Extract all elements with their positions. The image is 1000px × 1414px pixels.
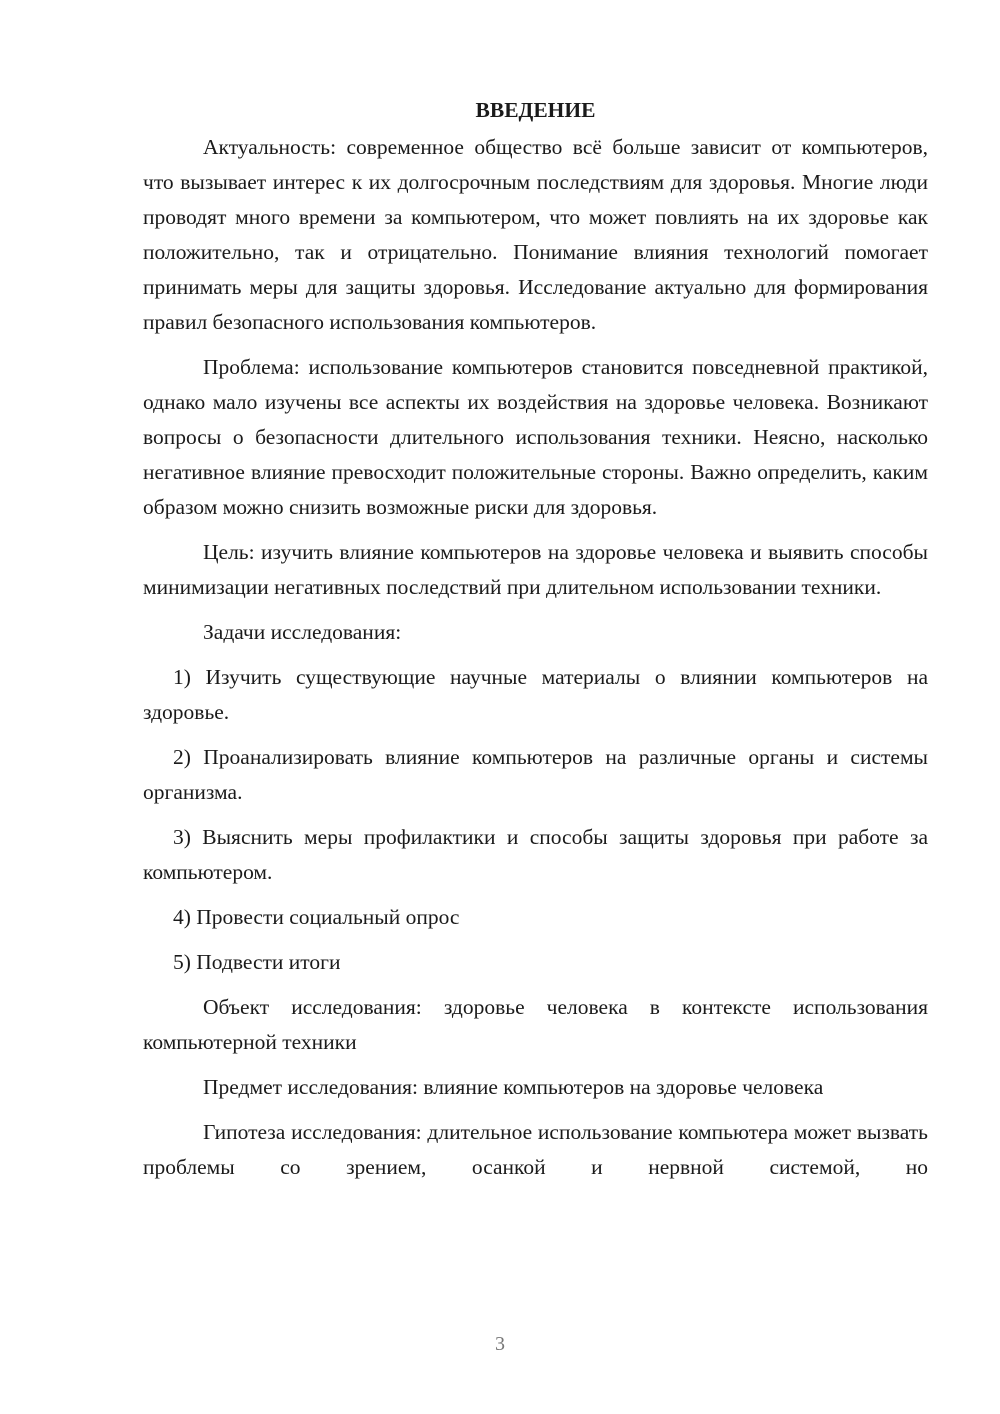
- tasks-heading: Задачи исследования:: [203, 620, 402, 644]
- task-item-4: 4) Провести социальный опрос: [173, 905, 460, 929]
- goal-paragraph: Цель: изучить влияние компьютеров на здоровье человека и выявить способы минимизации негативных последствий при длительном использовании техники.: [143, 540, 928, 599]
- hypothesis-paragraph: Гипотеза исследования: длительное использование компьютера может вызвать проблемы со зрением, осанкой и нервной системой, но: [143, 1120, 928, 1179]
- task-item-1: 1) Изучить существующие научные материалы о влиянии компьютеров на здоровье.: [143, 665, 928, 724]
- object-paragraph: Объект исследования: здоровье человека в контексте использования компьютерной техники: [143, 995, 928, 1054]
- task-item-2: 2) Проанализировать влияние компьютеров на различные органы и системы организма.: [143, 745, 928, 804]
- section-title: ВВЕДЕНИЕ: [475, 98, 596, 122]
- document-page: [143, 92, 928, 1185]
- relevance-paragraph: Актуальность: современное общество всё больше зависит от компьютеров, что вызывает интерес к их долгосрочным последствиям для здоровья. Многие люди проводят много времени за компьютером, что может повлиять на их здоровье как положительно, так и отрицательно. Понимание влияния технологий помогает принимать меры для защиты здоровья. Исследование актуально для формирования правил безопасного использования компьютеров.: [143, 135, 928, 334]
- subject-paragraph: Предмет исследования: влияние компьютеров на здоровье человека: [203, 1075, 824, 1099]
- task-item-3: 3) Выяснить меры профилактики и способы защиты здоровья при работе за компьютером.: [143, 825, 928, 884]
- task-item-5: 5) Подвести итоги: [173, 950, 341, 974]
- page-number: 3: [495, 1333, 505, 1355]
- problem-paragraph: Проблема: использование компьютеров становится повседневной практикой, однако мало изучены все аспекты их воздействия на здоровье человека. Возникают вопросы о безопасности длительного использования техники. Неясно, насколько негативное влияние превосходит положительные стороны. Важно определить, каким образом можно снизить возможные риски для здоровья.: [143, 355, 928, 519]
